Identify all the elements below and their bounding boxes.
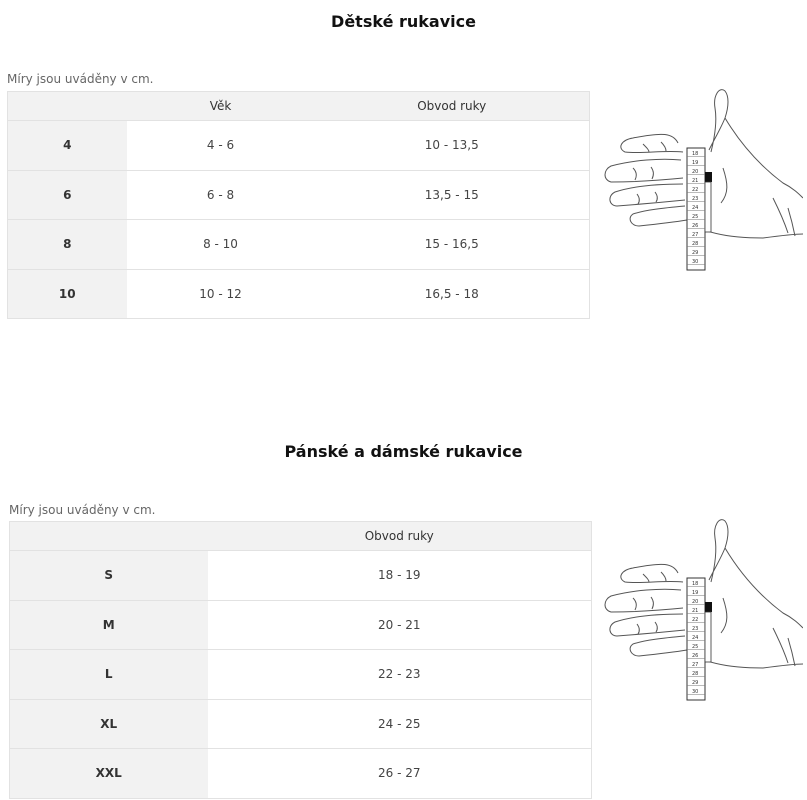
tape-tick-label: 29 [692, 250, 699, 256]
age-cell: 8 - 10 [127, 220, 315, 270]
circumference-cell: 16,5 - 18 [315, 269, 590, 319]
tape-tick-label: 22 [692, 617, 699, 623]
age-cell: 10 - 12 [127, 269, 315, 319]
tape-tick-label: 25 [692, 214, 699, 220]
table-row [8, 220, 590, 270]
size-cell: L [10, 650, 208, 700]
adult-size-table [9, 521, 592, 799]
tape-tick-label: 27 [692, 232, 699, 238]
table-row [10, 699, 592, 749]
tape-tick-label: 21 [692, 178, 699, 184]
tape-tick-label: 30 [692, 689, 699, 695]
tape-tick-label: 18 [692, 151, 699, 157]
size-cell: 4 [8, 121, 127, 171]
hand-measuring-tape-icon [603, 88, 803, 273]
circumference-cell: 18 - 19 [208, 551, 592, 601]
table-row [10, 600, 592, 650]
adult-section-title: Pánské a dámské rukavice [284, 442, 523, 461]
kids-section-title: Dětské rukavice [331, 12, 476, 31]
size-cell: 10 [8, 269, 127, 319]
tape-tick-label: 21 [692, 608, 699, 614]
tape-tick-label: 28 [692, 241, 699, 247]
size-cell: 8 [8, 220, 127, 270]
tape-tick-label: 19 [692, 160, 699, 166]
circumference-cell: 22 - 23 [208, 650, 592, 700]
tape-tick-label: 29 [692, 680, 699, 686]
size-cell: 6 [8, 170, 127, 220]
table-header-row [8, 92, 590, 121]
tape-tick-label: 18 [692, 581, 699, 587]
size-cell: XXL [10, 749, 208, 799]
kids-units-note: Míry jsou uváděny v cm. [7, 72, 154, 86]
table-row [8, 121, 590, 171]
size-cell: M [10, 600, 208, 650]
hand-measuring-tape-icon [603, 518, 803, 703]
kids-size-table [7, 91, 590, 319]
tape-tick-label: 25 [692, 644, 699, 650]
table-row [8, 170, 590, 220]
tape-tick-label: 24 [692, 635, 699, 641]
tape-tick-label: 24 [692, 205, 699, 211]
tape-tick-label: 20 [692, 599, 699, 605]
tape-tick-label: 26 [692, 653, 699, 659]
tape-tick-label: 23 [692, 626, 699, 632]
measuring-tape [687, 578, 712, 700]
header-age: Věk [127, 92, 315, 121]
tape-tick-label: 23 [692, 196, 699, 202]
circumference-cell: 24 - 25 [208, 699, 592, 749]
header-hand-circumference: Obvod ruky [315, 92, 590, 121]
tape-tick-label: 30 [692, 259, 699, 265]
tape-tick-label: 19 [692, 590, 699, 596]
table-row [10, 650, 592, 700]
tape-tick-label: 20 [692, 169, 699, 175]
table-row [10, 551, 592, 601]
circumference-cell: 15 - 16,5 [315, 220, 590, 270]
header-size [8, 92, 127, 121]
size-cell: XL [10, 699, 208, 749]
circumference-cell: 26 - 27 [208, 749, 592, 799]
age-cell: 4 - 6 [127, 121, 315, 171]
size-cell: S [10, 551, 208, 601]
tape-tick-label: 22 [692, 187, 699, 193]
adult-units-note: Míry jsou uváděny v cm. [9, 503, 156, 517]
table-header-row [10, 522, 592, 551]
header-size [10, 522, 208, 551]
table-row [8, 269, 590, 319]
tape-tick-label: 26 [692, 223, 699, 229]
measuring-tape [687, 148, 712, 270]
tape-tick-label: 28 [692, 671, 699, 677]
circumference-cell: 20 - 21 [208, 600, 592, 650]
age-cell: 6 - 8 [127, 170, 315, 220]
table-row [10, 749, 592, 799]
tape-tick-label: 27 [692, 662, 699, 668]
circumference-cell: 10 - 13,5 [315, 121, 590, 171]
circumference-cell: 13,5 - 15 [315, 170, 590, 220]
header-hand-circumference: Obvod ruky [208, 522, 592, 551]
